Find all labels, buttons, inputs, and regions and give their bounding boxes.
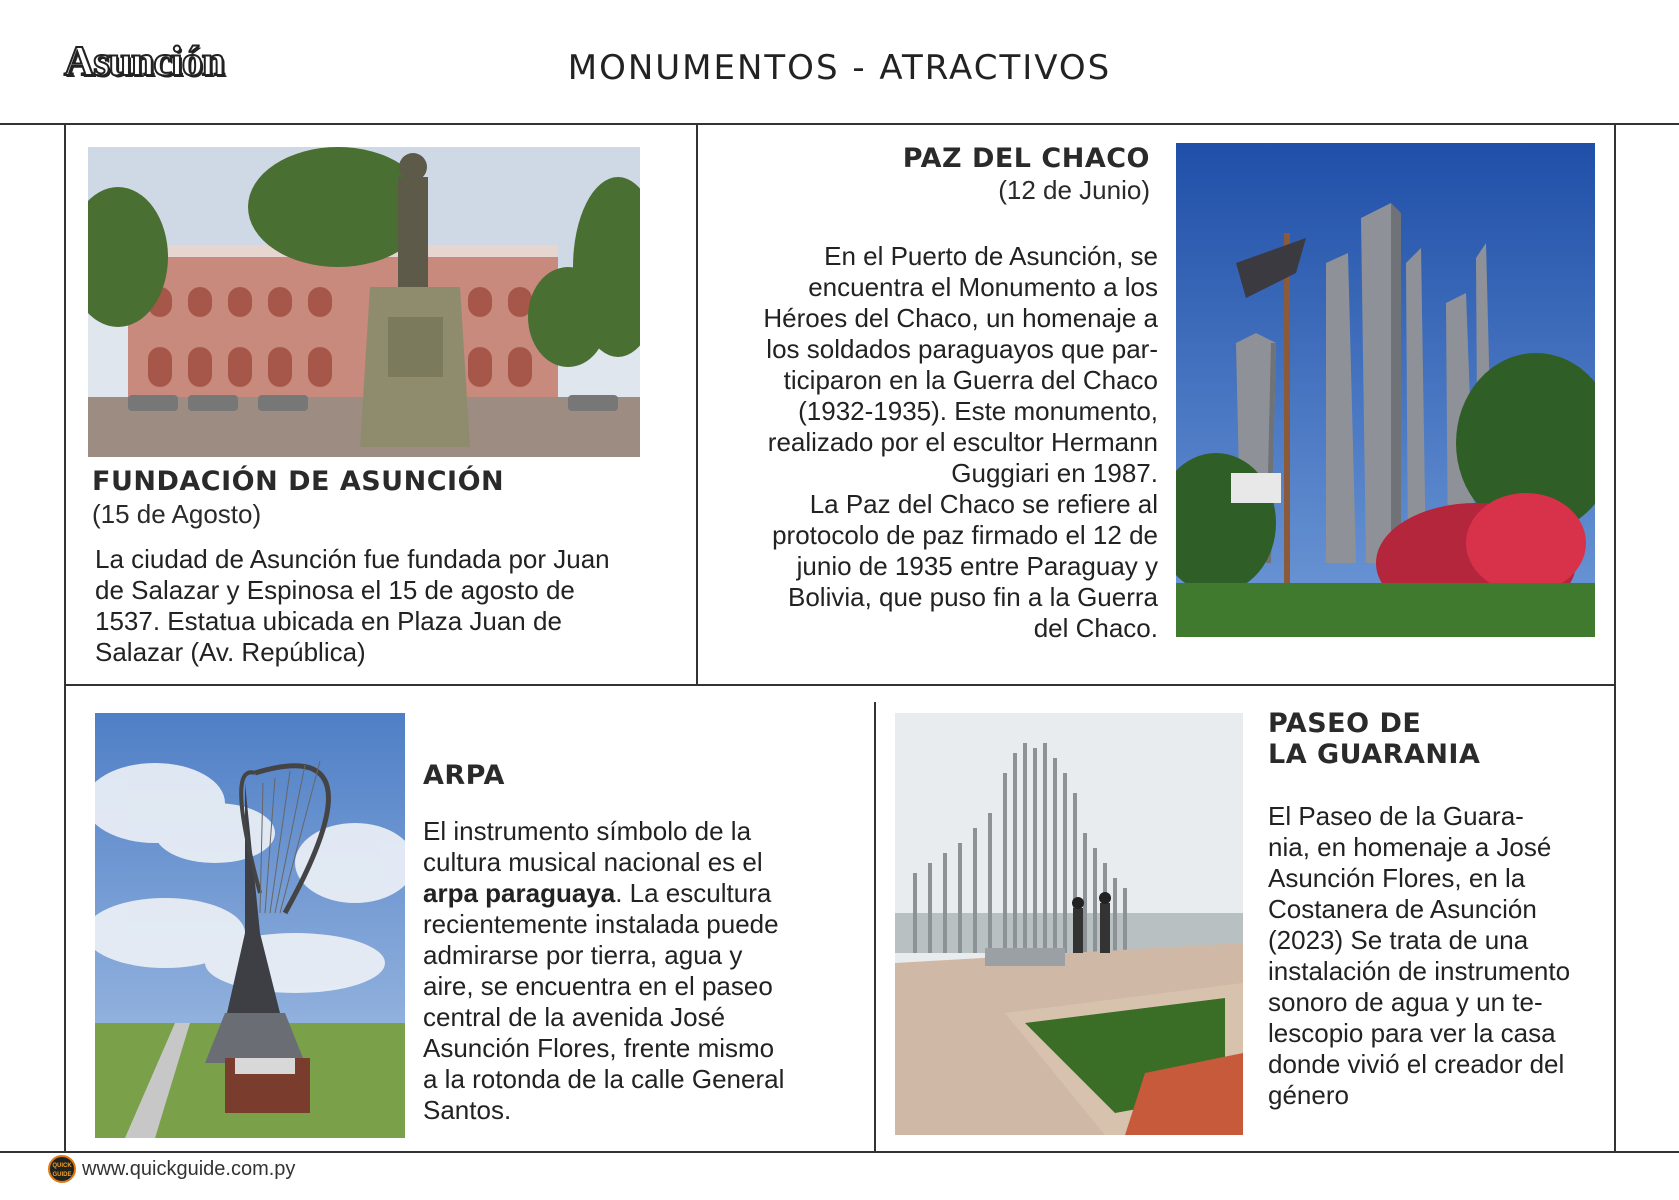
fundacion-description [95, 544, 675, 668]
paz-chaco-line: protocolo de paz firmado el 12 de [772, 520, 1158, 550]
header-divider [0, 123, 1679, 125]
paz-chaco-line: En el Puerto de Asunción, se [824, 241, 1158, 271]
fundacion-line: La ciudad de Asunción fue fundada por Juan [95, 544, 610, 574]
guarania-line: nia, en homenaje a José [1268, 832, 1552, 862]
guarania-line: (2023) Se trata de una [1268, 925, 1529, 955]
paz-chaco-line: (1932-1935). Este monumento, [798, 396, 1158, 426]
footer-url[interactable]: www.quickguide.com.py [82, 1158, 296, 1180]
guarania-line: El Paseo de la Guara- [1268, 801, 1524, 831]
arpa-paraguaya-emphasis: arpa paraguaya [423, 878, 616, 908]
arpa-line: aire, se encuentra en el paseo [423, 971, 773, 1001]
arpa-line-rest: . La escultura [615, 878, 772, 908]
arpa-line: El instrumento símbolo de la [423, 816, 752, 846]
fundacion-line: Salazar (Av. República) [95, 637, 366, 667]
paz-chaco-line: realizado por el escultor Hermann [767, 427, 1158, 457]
paz-chaco-line: Guggiari en 1987. [951, 458, 1158, 488]
arpa-line: Asunción Flores, frente mismo [423, 1033, 775, 1063]
footer-divider [0, 1151, 1679, 1153]
guarania-line: Costanera de Asunción [1268, 894, 1537, 924]
guarania-title-line: PASEO DE [1268, 708, 1422, 739]
quickguide-logo-label: QUICK GUIDE [52, 1163, 72, 1178]
paz-chaco-line: encuentra el Monumento a los [808, 272, 1158, 302]
paz-chaco-line: Héroes del Chaco, un homenaje a [763, 303, 1158, 333]
arpa-line: a la rotonda de la calle General [423, 1064, 785, 1094]
guarania-line: Asunción Flores, en la [1268, 863, 1526, 893]
right-border [1614, 123, 1616, 1153]
fundacion-line: 1537. Estatua ubicada en Plaza Juan de [95, 606, 562, 636]
arpa-line: central de la avenida José [423, 1002, 726, 1032]
guarania-photo [895, 713, 1243, 1135]
guarania-line: sonoro de agua y un te- [1268, 987, 1543, 1017]
fundacion-line: de Salazar y Espinosa el 15 de agosto de [95, 575, 575, 605]
paz-chaco-line: junio de 1935 entre Paraguay y [796, 551, 1158, 581]
paz-chaco-line: La Paz del Chaco se refiere al [809, 489, 1158, 519]
paz-chaco-description [700, 241, 1158, 644]
paz-chaco-date: (12 de Junio) [998, 175, 1150, 205]
fundacion-photo [88, 147, 640, 457]
guarania-line: instalación de instrumento [1268, 956, 1571, 986]
guarania-title [1268, 708, 1480, 770]
paz-chaco-title: PAZ DEL CHACO [902, 143, 1150, 174]
fundacion-title: FUNDACIÓN DE ASUNCIÓN [92, 466, 505, 497]
top-column-divider [696, 123, 698, 685]
asuncion-logo: Asunción [64, 39, 225, 85]
guarania-title-line: LA GUARANIA [1268, 739, 1481, 770]
arpa-line: admirarse por tierra, agua y [423, 940, 743, 970]
arpa-title: ARPA [423, 760, 505, 791]
middle-divider [64, 684, 1616, 686]
bottom-column-divider [874, 702, 876, 1153]
guarania-line: donde vivió el creador del [1268, 1049, 1565, 1079]
arpa-photo [95, 713, 405, 1138]
arpa-description [423, 816, 863, 1126]
page-title: MONUMENTOS - ATRACTIVOS [567, 48, 1112, 88]
arpa-line [423, 878, 863, 909]
paz-chaco-line: ticiparon en la Guerra del Chaco [783, 365, 1158, 395]
quickguide-logo-icon [48, 1155, 76, 1183]
paz-chaco-line: los soldados paraguayos que par- [766, 334, 1158, 364]
paz-chaco-line: del Chaco. [1033, 613, 1158, 643]
arpa-line: Santos. [423, 1095, 512, 1125]
left-border [64, 123, 66, 1153]
guarania-description [1268, 801, 1613, 1111]
paz-chaco-photo [1176, 143, 1595, 637]
arpa-line: cultura musical nacional es el [423, 847, 763, 877]
guarania-line: lescopio para ver la casa [1268, 1018, 1556, 1048]
guarania-line: género [1268, 1080, 1349, 1110]
paz-chaco-line: Bolivia, que puso fin a la Guerra [788, 582, 1158, 612]
fundacion-date: (15 de Agosto) [92, 499, 262, 529]
arpa-line: recientemente instalada puede [423, 909, 779, 939]
